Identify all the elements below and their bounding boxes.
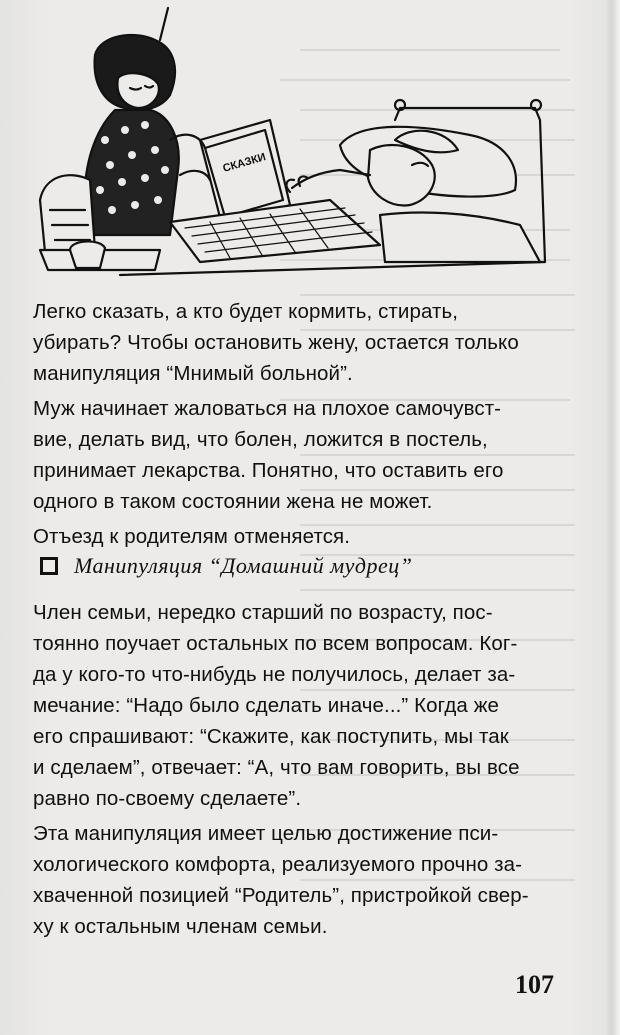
line: да у кого-то что-нибудь не получилось, делает за- (33, 663, 516, 686)
body-text-section (33, 597, 553, 942)
paragraph-manipulation-goal (33, 818, 553, 942)
line: равно по-своему сделаете”. (33, 787, 302, 810)
line: его спрашивают: “Скажите, как поступить, мы так (33, 725, 509, 748)
line: одного в таком состоянии жена не может. (33, 490, 433, 513)
section-heading (40, 548, 560, 584)
line: ху к остальным членам семьи. (33, 915, 328, 938)
paragraph-imaginary-patient (33, 296, 553, 389)
line: и сделаем”, отвечает: “А, что вам говорить, вы все (33, 756, 520, 779)
line: хваченной позицией “Родитель”, пристройкой свер- (33, 884, 529, 907)
line: манипуляция “Мнимый больной”. (33, 362, 353, 385)
line: хологического комфорта, реализуемого прочно за- (33, 853, 523, 876)
line: Эта манипуляция имеет целью достижение пси- (33, 822, 499, 845)
line: мечание: “Надо было сделать иначе...” Когда же (33, 694, 500, 717)
line: Отъезд к родителям отменяется. (33, 525, 351, 548)
paragraph-husband-complains (33, 393, 553, 517)
section-bullet-icon (40, 557, 58, 575)
paragraph-home-sage (33, 597, 553, 814)
line: Член семьи, нередко старший по возрасту, пос- (33, 601, 493, 624)
section-heading-text: Манипуляция “Домашний мудрец” (74, 553, 413, 578)
book-title-label: СКАЗКИ (221, 151, 268, 175)
body-text-top (33, 296, 553, 552)
woman-reading-illustration (0, 0, 560, 285)
line: вие, делать вид, что болен, ложится в постель, (33, 428, 488, 451)
line: принимает лекарства. Понятно, что оставить его (33, 459, 504, 482)
line: Муж начинает жаловаться на плохое самочувст- (33, 397, 502, 420)
page-edge (606, 0, 620, 1035)
line: убирать? Чтобы остановить жену, остается только (33, 331, 519, 354)
line: тоянно поучает остальных по всем вопросам. Ког- (33, 632, 518, 655)
page-number: 107 (515, 970, 554, 999)
line: Легко сказать, а кто будет кормить, стирать, (33, 300, 459, 323)
